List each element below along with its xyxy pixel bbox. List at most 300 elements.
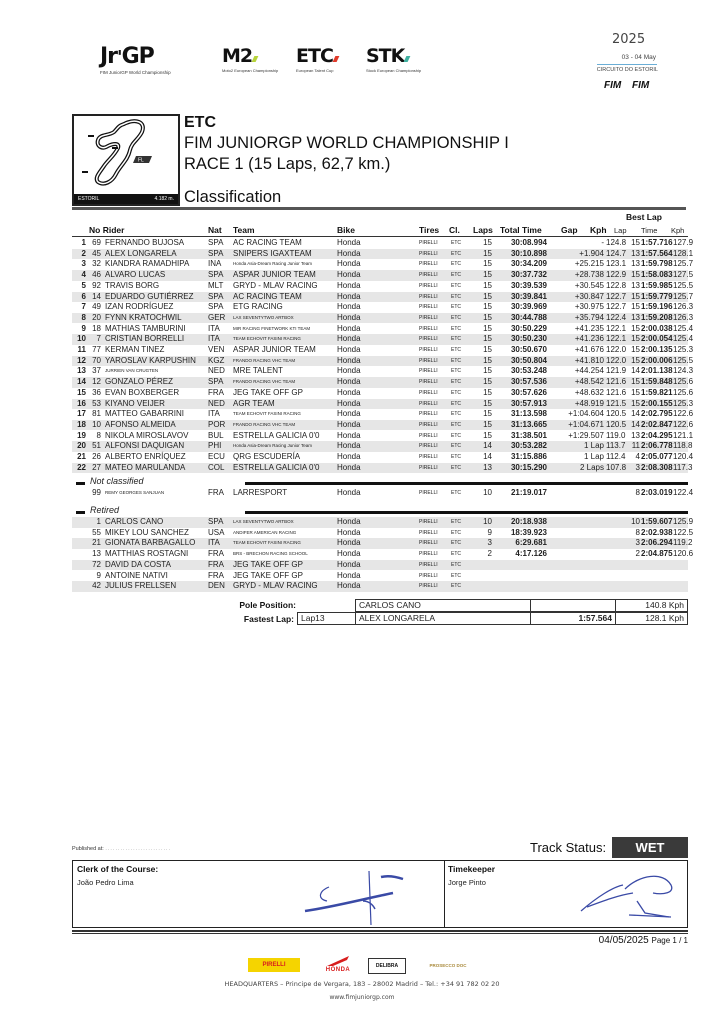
- fastest-lap-kph: 128.1 Kph: [615, 612, 688, 625]
- cell-tires: PIRELLI: [419, 304, 438, 311]
- cell-btime: 2:08.308: [641, 462, 673, 472]
- cell-blap: 8: [635, 527, 640, 537]
- cell-tires: PIRELLI: [419, 421, 438, 428]
- cell-btime: 1:57.564: [641, 248, 673, 258]
- pole-position-empty: [530, 599, 616, 612]
- cell-total: 30:34.209: [510, 259, 547, 269]
- logo-jrgp-subtitle: FIM JuniorGP World Championship: [100, 70, 171, 75]
- cell-gap: +28.738: [574, 270, 604, 280]
- cell-total: 30:50.229: [510, 323, 547, 333]
- cell-kph: 120.5: [606, 409, 627, 419]
- header-total-time: Total Time: [500, 225, 542, 235]
- cell-btime: 2:00.006: [641, 355, 673, 365]
- cell-team: LAX SEVENTYTWO ARTBOX: [233, 314, 294, 320]
- table-row: [72, 302, 694, 313]
- cell-bike: Honda: [337, 302, 361, 312]
- header-best-lap-time: Time: [641, 226, 658, 235]
- table-row: [72, 581, 688, 592]
- headquarters-address: HEADQUARTERS – Principe de Vergara, 183 – 28002 Madrid – Tel.: +34 91 782 02 20: [224, 980, 500, 988]
- cell-total: 20:18.938: [510, 517, 547, 526]
- cell-nat: SPA: [208, 517, 224, 526]
- cell-cl: ETC: [451, 325, 461, 332]
- cell-laps: 15: [483, 334, 492, 344]
- cell-tires: PIRELLI: [419, 272, 438, 279]
- sponsor-delibra: DELIBRA: [368, 958, 406, 974]
- cell-gap: +1:04.604: [568, 409, 604, 419]
- cell-nat: FRA: [208, 570, 224, 580]
- cell-tires: PIRELLI: [419, 261, 438, 268]
- cell-laps: 15: [483, 419, 492, 429]
- cell-rider: KIANDRA RAMADHIPA: [105, 259, 190, 269]
- signature-box: [72, 860, 688, 928]
- cell-bike: Honda: [337, 462, 361, 472]
- cell-tires: PIRELLI: [419, 490, 438, 496]
- header-laps: Laps: [473, 225, 493, 235]
- cell-number: 55: [92, 527, 101, 537]
- cell-bkph: 128.1: [673, 248, 694, 258]
- cell-pos: 19: [77, 430, 86, 440]
- table-row: [72, 419, 694, 431]
- cell-number: 72: [92, 559, 101, 569]
- cell-team: QRG ESCUDERÍA: [233, 452, 301, 461]
- cell-kph: 122.0: [606, 345, 627, 354]
- cell-tires: PIRELLI: [419, 400, 438, 407]
- cell-rider: KIYANO VEIJER: [105, 398, 165, 408]
- fim-europe-logo: FIM: [632, 80, 650, 91]
- table-row: [72, 312, 694, 324]
- fl-label: FL: [138, 157, 144, 164]
- cell-bkph: 117.3: [673, 462, 693, 472]
- published-label: Published at:: [72, 846, 104, 852]
- cell-pos: 3: [81, 259, 86, 269]
- timekeeper-name: Jorge Pinto: [448, 878, 486, 887]
- clerk-title: Clerk of the Course:: [77, 864, 159, 874]
- cell-number: 36: [92, 387, 101, 397]
- cell-kph: 121.5: [606, 398, 627, 408]
- cell-blap: 14: [631, 419, 640, 429]
- cell-cl: ETC: [451, 272, 461, 279]
- cell-bkph: 124.3: [673, 366, 694, 376]
- cell-bike: Honda: [337, 549, 361, 559]
- cell-blap: 4: [635, 452, 640, 461]
- cell-cl: ETC: [451, 250, 461, 257]
- cell-blap: 15: [631, 291, 640, 301]
- cell-rider: ALBERTO ENRÍQUEZ: [105, 452, 186, 461]
- track-status-badge: WET: [612, 837, 688, 858]
- cell-cl: ETC: [451, 389, 461, 396]
- cell-bkph: 125.3: [673, 398, 694, 408]
- cell-nat: ITA: [208, 538, 220, 548]
- table-row: [72, 430, 694, 442]
- table-row: [72, 334, 694, 345]
- fastest-lap-rider: ALEX LONGARELA: [355, 612, 531, 625]
- cell-cl: ETC: [451, 347, 461, 353]
- table-row: [72, 387, 694, 399]
- cell-cl: ETC: [451, 314, 461, 321]
- table-row: [72, 345, 694, 356]
- cell-rider: NIKOLA MIROSLAVOV: [105, 430, 189, 440]
- cell-blap: 14: [631, 409, 640, 419]
- cell-bike: Honda: [337, 419, 361, 429]
- table-row: [72, 270, 694, 281]
- honda-text: HONDA: [325, 967, 351, 973]
- cell-rider: TRAVIS BORG: [105, 280, 160, 290]
- logo-m2-subtitle: Moto2 European Championship: [222, 68, 279, 73]
- cell-rider: ALVARO LUCAS: [105, 270, 166, 280]
- cell-nat: FRA: [208, 549, 224, 559]
- cell-bkph: 122.6: [673, 419, 694, 429]
- retired-label: Retired: [90, 505, 120, 515]
- cell-team: AC RACING TEAM: [233, 238, 302, 247]
- header-divider: [72, 236, 688, 237]
- cell-nat: MLT: [208, 280, 224, 290]
- cell-bkph: 125.9: [673, 517, 694, 526]
- table-row: [72, 248, 694, 260]
- cell-cl: ETC: [451, 464, 461, 471]
- cell-rider: ALFONSI DAQUIGAN: [105, 441, 185, 451]
- cell-nat: GER: [208, 312, 226, 322]
- cell-team: JEG TAKE OFF GP: [233, 570, 303, 580]
- cell-team: BRS - BRECHON RACING SCHOOL: [233, 551, 308, 557]
- cell-cl: ETC: [451, 540, 461, 547]
- cell-number: 10: [92, 419, 101, 429]
- cell-cl: ETC: [451, 421, 461, 428]
- cell-pos: 18: [77, 419, 86, 429]
- cell-tires: PIRELLI: [419, 540, 438, 547]
- timekeeper-signature: [573, 867, 683, 923]
- cell-btime: 2:01.138: [641, 366, 673, 376]
- cell-blap: 13: [631, 430, 640, 440]
- footer-divider: [72, 930, 688, 932]
- cell-laps: 15: [483, 377, 492, 387]
- cell-tires: PIRELLI: [419, 443, 438, 450]
- cell-blap: 15: [631, 377, 640, 387]
- cell-gap: +48.542: [574, 377, 604, 387]
- cell-rider: AFONSO ALMEIDA: [105, 419, 176, 429]
- cell-kph: 119.0: [606, 430, 626, 440]
- cell-bike: Honda: [337, 238, 361, 247]
- cell-gap: +48.632: [574, 387, 604, 397]
- cell-team: SNIPERS IGAXTEAM: [233, 248, 312, 258]
- logo-etc-subtitle: European Talent Cup: [296, 68, 334, 73]
- cell-bkph: 120.4: [673, 452, 694, 461]
- cell-btime: 2:04.295: [641, 430, 673, 440]
- cell-cl: ETC: [451, 529, 461, 536]
- cell-laps: 15: [483, 270, 492, 280]
- cell-nat: SPA: [208, 270, 224, 280]
- table-row: [72, 259, 694, 270]
- header-kph: Kph: [590, 225, 607, 235]
- cell-number: 70: [92, 355, 101, 365]
- cell-kph: 122.0: [606, 355, 627, 365]
- header-team: Team: [233, 225, 255, 235]
- cell-kph: 122.7: [606, 302, 627, 312]
- sponsor-pirelli: PIRELLI: [248, 958, 300, 972]
- cell-total: 30:50.670: [510, 345, 547, 354]
- logo-stk-subtitle: Stock European Championship: [366, 68, 422, 73]
- cell-blap: 13: [631, 280, 640, 290]
- cell-tires: PIRELLI: [419, 454, 438, 460]
- not-classified-divider: [245, 482, 688, 485]
- cell-total: 31:38.501: [510, 430, 547, 440]
- cell-bike: Honda: [337, 355, 361, 365]
- cell-tires: PIRELLI: [419, 411, 438, 418]
- cell-btime: 2:05.077: [641, 452, 673, 461]
- cell-total: 30:57.913: [510, 398, 547, 408]
- cell-cl: ETC: [451, 368, 461, 375]
- cell-blap: 3: [635, 538, 640, 548]
- page-date-info: [599, 935, 688, 946]
- not-classified-marker: [76, 482, 85, 485]
- cell-bike: Honda: [337, 538, 361, 548]
- cell-team: FRANDO RACING VHC TEAM: [233, 357, 296, 363]
- cell-pos: 2: [81, 248, 86, 258]
- cell-number: 1: [96, 517, 101, 526]
- cell-nat: SPA: [208, 377, 224, 387]
- cell-bkph: 122.6: [673, 409, 694, 419]
- cell-team: TEAM ECHOVIT FASINI RACING: [233, 336, 301, 342]
- cell-nat: COL: [208, 462, 225, 472]
- cell-nat: SPA: [208, 302, 224, 312]
- footer-divider-thin: [72, 933, 688, 934]
- cell-laps: 15: [483, 345, 492, 354]
- cell-tires: PIRELLI: [419, 519, 438, 525]
- cell-rider: MATHIAS TAMBURINI: [105, 323, 186, 333]
- cell-nat: KGZ: [208, 355, 225, 365]
- cell-laps: 15: [483, 238, 492, 247]
- cell-total: 30:50.230: [510, 334, 547, 344]
- cell-bkph: 118.8: [673, 441, 693, 451]
- cell-team: JEG TAKE OFF GP: [233, 387, 303, 397]
- cell-kph: 123.1: [606, 259, 627, 269]
- cell-cl: ETC: [451, 443, 461, 450]
- track-info-bar: [74, 194, 178, 204]
- cell-team: FRANDO RACING VHC TEAM: [233, 421, 296, 427]
- header-tires: Tires: [419, 225, 440, 235]
- cell-rider: YAROSLAV KARPUSHIN: [105, 355, 196, 365]
- cell-gap: +44.254: [574, 366, 604, 376]
- cell-number: 49: [92, 302, 101, 312]
- cell-btime: 1:59.779: [641, 291, 673, 301]
- cell-cl: ETC: [451, 551, 461, 558]
- cell-team: GRYD - MLAV RACING: [233, 581, 318, 591]
- cell-rider: JURRIEN VAN CRUGTEN: [105, 368, 159, 374]
- cell-btime: 2:02.938: [641, 527, 673, 537]
- header-bike: Bike: [337, 225, 355, 235]
- cell-number: 20: [92, 312, 101, 322]
- cell-btime: 1:58.083: [641, 270, 673, 280]
- sponsor-honda: [318, 955, 358, 975]
- cell-team: ETG RACING: [233, 302, 283, 312]
- cell-total: 30:15.290: [510, 462, 547, 472]
- cell-tires: PIRELLI: [419, 314, 438, 321]
- cell-cl: ETC: [451, 454, 461, 460]
- cell-bike: Honda: [337, 377, 361, 387]
- cell-pos: 15: [77, 387, 86, 397]
- cell-gap: +1:04.671: [568, 419, 604, 429]
- header-best-lap: Best Lap: [626, 212, 662, 222]
- table-row: [72, 538, 693, 549]
- cell-tires: PIRELLI: [419, 572, 438, 579]
- cell-team: ASPAR JUNIOR TEAM: [233, 345, 316, 354]
- cell-bike: Honda: [337, 366, 361, 376]
- cell-btime: 1:59.848: [641, 377, 673, 387]
- cell-cl: ETC: [451, 261, 461, 268]
- cell-team: GRYD - MLAV RACING: [233, 280, 318, 290]
- document-date: 04/05/2025: [598, 935, 649, 946]
- cell-laps: 14: [483, 441, 492, 451]
- cell-btime: 2:00.038: [641, 323, 673, 333]
- cell-bkph: 125.6: [673, 387, 694, 397]
- cell-nat: ITA: [208, 334, 220, 344]
- fim-logo: FIM: [604, 80, 622, 91]
- cell-total: 6:29.681: [515, 538, 547, 548]
- cell-number: 69: [92, 238, 101, 247]
- cell-rider: FERNANDO BUJOSA: [105, 238, 185, 247]
- cell-blap: 11: [631, 441, 640, 451]
- cell-gap: +48.919: [574, 398, 604, 408]
- cell-pos: 14: [77, 377, 86, 387]
- table-row: [72, 398, 694, 410]
- cell-cl: ETC: [451, 379, 461, 386]
- retired-marker: [76, 511, 85, 514]
- cell-kph: 122.1: [606, 323, 627, 333]
- cell-blap: 15: [631, 302, 640, 312]
- table-row: [72, 238, 694, 249]
- cell-gap: +25.215: [574, 259, 604, 269]
- cell-gap: -: [601, 238, 604, 247]
- cell-bike: Honda: [337, 345, 361, 354]
- cell-pos: 13: [77, 366, 86, 376]
- cell-number: 92: [92, 280, 101, 290]
- cell-number: 26: [92, 452, 101, 461]
- cell-tires: PIRELLI: [419, 561, 438, 568]
- cell-bkph: 122.4: [673, 488, 694, 497]
- track-length: 4.182 m.: [154, 196, 174, 202]
- cell-tires: PIRELLI: [419, 379, 438, 386]
- cell-total: 30:53.248: [510, 366, 547, 376]
- cell-bkph: 125.4: [673, 323, 694, 333]
- cell-bike: Honda: [337, 323, 361, 333]
- header-best-lap-lap: Lap: [614, 226, 627, 235]
- cell-number: 27: [92, 462, 101, 472]
- cell-rider: MATTEO GABARRINI: [105, 409, 184, 419]
- cell-bkph: 125.7: [673, 259, 694, 269]
- cell-rider: REMY GEORGES SANJUAN: [105, 490, 165, 495]
- cell-btime: 2:03.019: [641, 488, 673, 497]
- cell-nat: ITA: [208, 323, 220, 333]
- cell-bkph: 122.5: [673, 527, 694, 537]
- header-gap: Gap: [561, 225, 578, 235]
- cell-cl: ETC: [451, 357, 461, 364]
- website-link[interactable]: www.fimjuniorgp.com: [329, 994, 395, 1001]
- cell-bike: Honda: [337, 441, 361, 451]
- cell-rider: ANTOINE NATIVI: [105, 570, 168, 580]
- table-row: [72, 366, 694, 377]
- cell-rider: MATTHIAS ROSTAGNI: [105, 549, 189, 559]
- cell-bike: Honda: [337, 387, 361, 397]
- cell-rider: MATEO MARULANDA: [105, 462, 186, 472]
- cell-number: 45: [92, 248, 101, 258]
- cell-pos: 10: [77, 334, 86, 344]
- cell-kph: 122.1: [606, 334, 627, 344]
- race-title: RACE 1 (15 Laps, 62,7 km.): [184, 155, 391, 173]
- cell-cl: ETC: [451, 490, 461, 496]
- cell-blap: 15: [631, 355, 640, 365]
- retired-divider: [245, 511, 688, 514]
- table-row: [72, 549, 694, 560]
- cell-bike: Honda: [337, 259, 361, 269]
- cell-nat: ECU: [208, 452, 225, 461]
- cell-pos: 8: [81, 312, 86, 322]
- event-year: 2025: [612, 32, 646, 47]
- cell-btime: 2:00.135: [641, 345, 673, 354]
- cell-kph: 121.9: [606, 366, 627, 376]
- cell-nat: BUL: [208, 430, 224, 440]
- cell-pos: 22: [77, 462, 86, 472]
- sponsor-prosecco: PROSECCO DOC: [429, 962, 467, 968]
- cell-bkph: 119.2: [673, 538, 693, 548]
- cell-team: ESTRELLA GALICIA 0'0: [233, 462, 320, 472]
- cell-kph: 121.6: [606, 387, 627, 397]
- signature-divider: [444, 861, 445, 927]
- cell-tires: PIRELLI: [419, 357, 438, 364]
- cell-btime: 2:00.155: [641, 398, 673, 408]
- cell-kph: 122.9: [606, 270, 627, 280]
- table-row: [72, 462, 693, 474]
- pole-position-rider: CARLOS CANO: [355, 599, 531, 612]
- cell-cl: ETC: [451, 432, 461, 439]
- cell-blap: 15: [631, 334, 640, 344]
- cell-gap: +1.904: [579, 248, 604, 258]
- cell-tires: PIRELLI: [419, 325, 438, 332]
- cell-blap: 2: [635, 549, 640, 559]
- cell-pos: 9: [81, 323, 86, 333]
- cell-bkph: 127.5: [673, 270, 694, 280]
- cell-nat: ITA: [208, 409, 220, 419]
- cell-tires: PIRELLI: [419, 336, 438, 343]
- cell-total: 30:39.969: [510, 302, 547, 312]
- cell-nat: NED: [208, 366, 225, 376]
- cell-btime: 2:06.294: [641, 538, 673, 548]
- cell-total: 31:15.886: [510, 452, 547, 461]
- cell-gap: +30.847: [574, 291, 604, 301]
- cell-nat: VEN: [208, 345, 225, 354]
- cell-laps: 15: [483, 355, 492, 365]
- cell-pos: 6: [81, 291, 86, 301]
- cell-rider: DAVID DA COSTA: [105, 559, 171, 569]
- cell-total: 18:39.923: [510, 527, 547, 537]
- cell-bkph: 125.3: [673, 345, 694, 354]
- cell-btime: 1:59.196: [641, 302, 673, 312]
- cell-laps: 15: [483, 280, 492, 290]
- cell-kph: 113.7: [606, 441, 626, 451]
- cell-laps: 3: [487, 538, 492, 548]
- cell-bkph: 126.3: [673, 302, 694, 312]
- cell-bike: Honda: [337, 270, 361, 280]
- cell-btime: 2:02.847: [641, 419, 673, 429]
- cell-rider: CRISTIAN BORRELLI: [105, 334, 185, 344]
- cell-btime: 2:00.054: [641, 334, 673, 344]
- cell-cl: ETC: [451, 411, 461, 418]
- cell-laps: 15: [483, 312, 492, 322]
- cell-bkph: 125.4: [673, 334, 694, 344]
- cell-number: 9: [96, 570, 101, 580]
- cell-kph: 124.7: [606, 248, 627, 258]
- clerk-name: João Pedro Lima: [77, 878, 134, 887]
- cell-total: 4:17.126: [515, 549, 547, 559]
- cell-laps: 15: [483, 302, 492, 312]
